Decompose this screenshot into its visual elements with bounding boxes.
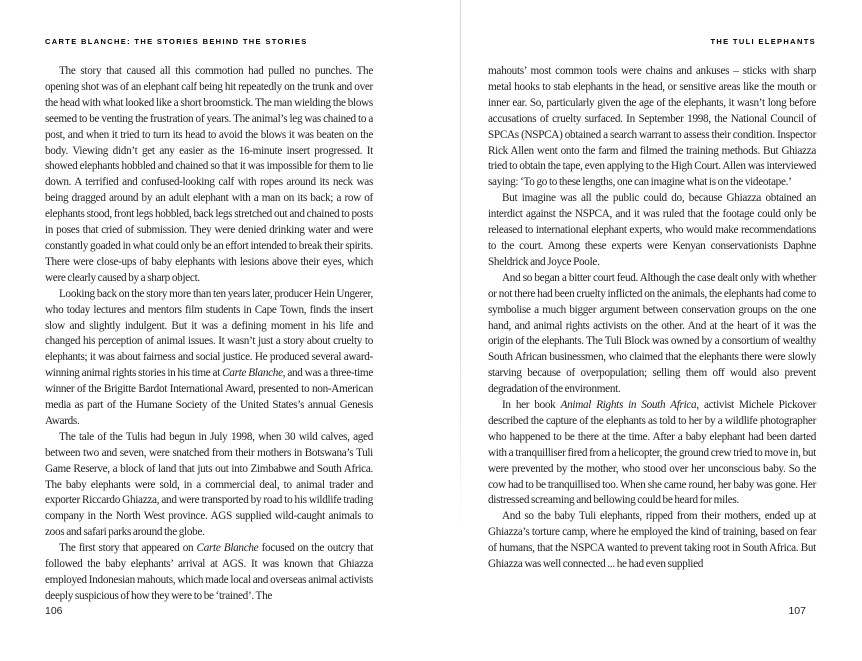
- paragraph: And so began a bitter court feud. Although the case dealt only with whether or not there had been cruelty inflicted on the animals, the elephants had come to symbolise a much bigger argument between conservation groups on the one hand, and animal rights activists on the other. And at the heart of it was the origin of the elephants. The Tuli Block was owned by a consortium of wealthy South African businessmen, who claimed that the elephants there were slowly starving because of overpopulation; selling them off would also prevent degradation of the environment.: [488, 271, 816, 396]
- running-head-left: CARTE BLANCHE: THE STORIES BEHIND THE STORIES: [45, 37, 308, 46]
- left-page: [45, 0, 373, 661]
- paragraph: mahouts’ most common tools were chains and ankuses – sticks with sharp metal hooks to stab elephants in the head, or sensitive areas like the mouth or inner ear. So, particularly given the age of the elephants, it wasn’t long before accusations of cruelty surfaced. In September 1998, the National Council of SPCAs (NSPCA) obtained a search warrant to assess their condition. Inspector Rick Allen went onto the farm and filmed the training methods. But Ghiazza tried to obtain the tape, even applying to the High Court. Allen was interviewed saying: ‘To go to these lengths, one can imagine what is on the videotape.’: [488, 65, 816, 189]
- paragraph: Looking back on the story more than ten years later, producer Hein Ungerer, who today lectures and mentors film students in Cape Town, finds the insert slow and slightly indulgent. But it was a defining moment in his life and changed his perception of animal issues. It wasn’t just a story about cruelty to elephants; it was about fairness and social justice. He produced several award-winning animal rights stories in his time at Carte Blanche, and was a three-time winner of the Brigitte Bardot International Award, presented to non-American media as part of the Humane Society of the United States’s annual Genesis Awards.: [45, 287, 373, 427]
- paragraph: And so the baby Tuli elephants, ripped from their mothers, ended up at Ghiazza’s torture camp, where he employed the kind of training, based on fear of humans, that the NSPCA wanted to prevent taking root in South Africa. But Ghiazza was well connected ... he had even supplied: [488, 510, 816, 571]
- body-text-left: [45, 64, 373, 605]
- page-number-left: 106: [45, 605, 63, 617]
- paragraph: But imagine was all the public could do, because Ghiazza obtained an interdict against the NSPCA, and it was ruled that the footage could only be released to international elephant experts, who would make recommendations to the court. Among these experts were Kenyan conservationists Daphne Sheldrick and Joyce Poole.: [488, 192, 816, 268]
- paragraph: In her book Animal Rights in South Africa, activist Michele Pickover described the capture of the elephants as told to her by a wildlife photographer who happened to be there at the time. After a baby elephant had been darted with a tranquilliser fired from a helicopter, the ground crew tried to move in, but were prevented by the mother, who stood over her unconscious baby. So the cow had to be tranquillised too. When she came round, her baby was gone. Her distressed screaming and bellowing could be heard for miles.: [488, 399, 816, 507]
- page-number-right: 107: [788, 605, 806, 617]
- paragraph: The tale of the Tulis had begun in July 1998, when 30 wild calves, aged between two and seven, were snatched from their mothers in Botswana’s Tuli Game Reserve, a block of land that juts out into Zimbabwe and South Africa. The baby elephants were sold, in a commercial deal, to animal trader and exporter Riccardo Ghiazza, and were transported by road to his wildlife trading company in the North West province. AGS supplied wild-caught animals to zoos and safari parks around the globe.: [45, 430, 373, 539]
- paragraph: The story that caused all this commotion had pulled no punches. The opening shot was of an elephant calf being hit repeatedly on the trunk and over the head with what looked like a short broomstick. The man wielding the blows seemed to be venting the frustration of years. The animal’s leg was chained to a post, and when it tried to turn its head to avoid the blows it was beaten on the body. Viewing didn’t get any easier as the 16-minute insert progressed. It showed elephants hobbled and chained so that it was impossible for them to lie down. A terrified and confused-looking calf with ropes around its neck was being dragged around by an adult elephant with a man on its back; a row of elephants stood, front legs hobbled, back legs stretched out and chained to posts in poses that cried of submission. They were denied drinking water and were constantly goaded in what could only be an effort intended to break their spirits. There were close-ups of baby elephants with lesions above their eyes, which were clearly caused by a sharp object.: [45, 65, 373, 284]
- paragraph: The first story that appeared on Carte Blanche focused on the outcry that followed the baby elephants’ arrival at AGS. It was known that Ghiazza employed Indonesian mahouts, which made local and overseas animal activists deeply suspicious of how they were to be ‘trained’. The: [45, 542, 374, 602]
- running-head-right: THE TULI ELEPHANTS: [710, 37, 816, 46]
- right-page: [488, 0, 816, 661]
- page-gutter-divider: [460, 0, 461, 661]
- body-text-right: [488, 64, 816, 573]
